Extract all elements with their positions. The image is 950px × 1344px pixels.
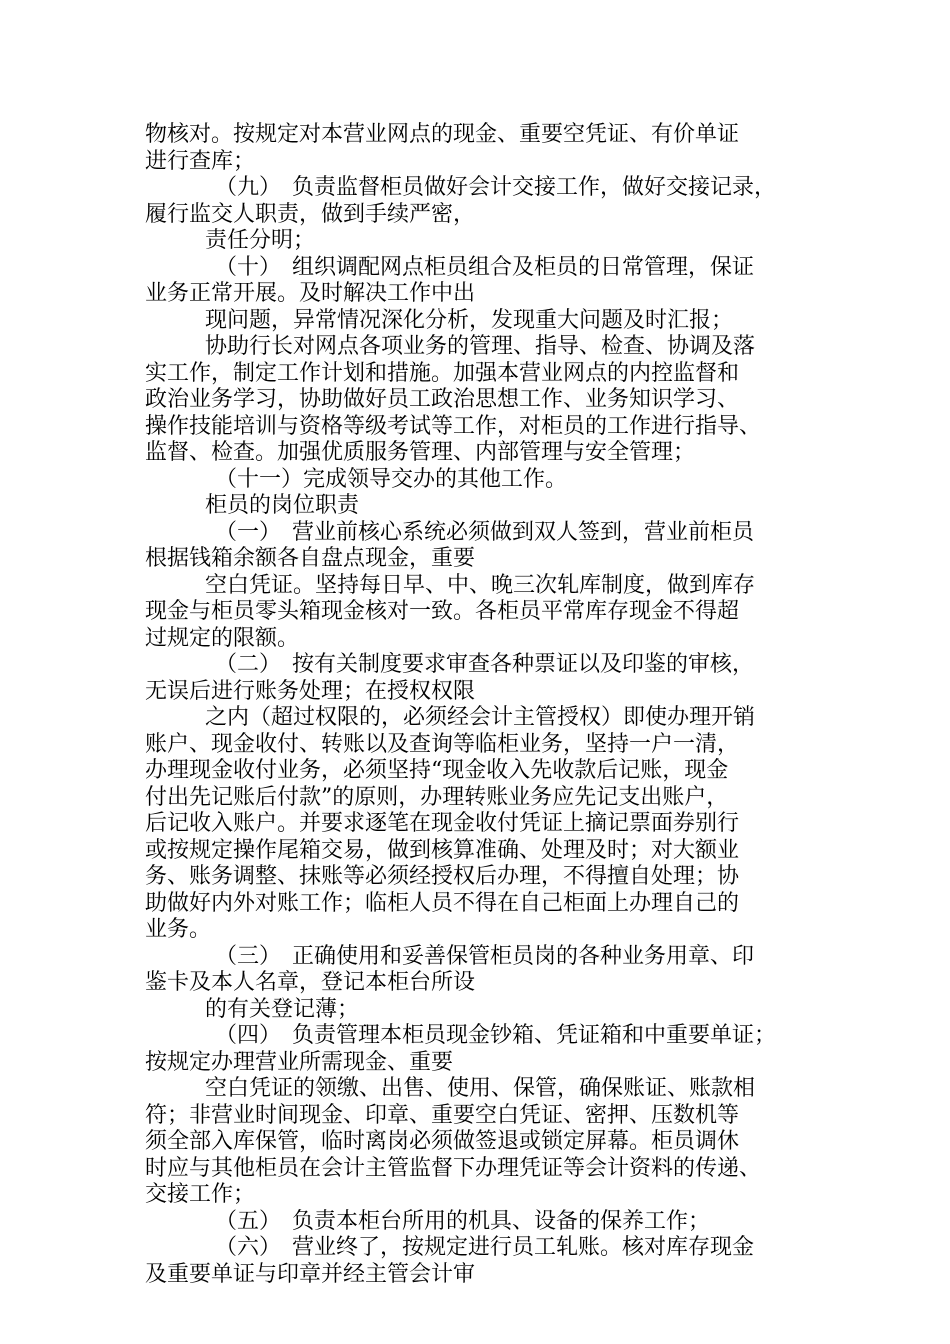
text-line: （二） 按有关制度要求审查各种票证以及印鉴的审核， <box>215 652 755 677</box>
text-line: 实工作，制定工作计划和措施。加强本营业网点的内控监督和 <box>145 360 740 386</box>
text-line: 账户、现金收付、转账以及查询等临柜业务，坚持一户一清， <box>145 731 740 757</box>
text-line: 责任分明； <box>205 228 316 253</box>
text-line: 交接工作； <box>145 1182 256 1207</box>
text-line: （六） 营业终了，按规定进行员工轧账。核对库存现金 <box>215 1235 755 1260</box>
text-line: 政治业务学习，协助做好员工政治思想工作、业务知识学习、 <box>145 387 740 412</box>
text-line: 业务正常开展。及时解决工作中出 <box>145 281 476 306</box>
text-line: 的有关登记薄； <box>205 996 360 1022</box>
text-line: 进行查库； <box>145 148 256 174</box>
text-line: 无误后进行账务处理；在授权权限 <box>145 678 476 704</box>
text-line: 过规定的限额。 <box>145 625 300 651</box>
text-line: 助做好内外对账工作；临柜人员不得在自己柜面上办理自己的 <box>145 890 740 916</box>
text-line: 按规定办理营业所需现金、重要 <box>145 1049 454 1075</box>
text-line: 符；非营业时间现金、印章、重要空白凭证、密押、压数机等 <box>145 1102 740 1128</box>
text-line: 现问题，异常情况深化分析，发现重大问题及时汇报； <box>205 307 734 333</box>
text-line: 或按规定操作尾箱交易，做到核算准确、处理及时；对大额业 <box>145 837 740 863</box>
text-line: 柜员的岗位职责 <box>205 493 360 518</box>
text-line: （十） 组织调配网点柜员组合及柜员的日常管理，保证 <box>215 254 755 280</box>
text-line: 协助行长对网点各项业务的管理、指导、检查、协调及落 <box>205 334 756 359</box>
text-line: 付出先记账后付款”的原则，办理转账业务应先记支出账户， <box>145 784 729 810</box>
text-line: 之内（超过权限的，必须经会计主管授权）即使办理开销 <box>205 705 756 730</box>
text-line: 时应与其他柜员在会计主管监督下办理凭证等会计资料的传递、 <box>145 1155 762 1181</box>
text-line: 办理现金收付业务，必须坚持“现金收入先收款后记账，现金 <box>145 758 729 783</box>
text-line: 后记收入账户。并要求逐笔在现金收付凭证上摘记票面券别行 <box>145 811 740 836</box>
text-line: 务、账务调整、抹账等必须经授权后办理，不得擅自处理；协 <box>145 864 740 889</box>
text-line: 空白凭证的领缴、出售、使用、保管，确保账证、账款相 <box>205 1076 756 1101</box>
text-line: 及重要单证与印章并经主管会计审 <box>145 1261 476 1287</box>
text-line: 现金与柜员零头箱现金核对一致。各柜员平常库存现金不得超 <box>145 599 740 624</box>
text-line: 监督、检查。加强优质服务管理、内部管理与安全管理； <box>145 440 696 465</box>
text-line: 操作技能培训与资格等级考试等工作，对柜员的工作进行指导、 <box>145 413 762 439</box>
text-line: 空白凭证。坚持每日早、中、晚三次轧库制度，做到库存 <box>205 572 756 598</box>
body-text <box>145 122 815 1288</box>
text-line: （九） 负责监督柜员做好会计交接工作，做好交接记录， <box>215 175 777 200</box>
text-line: 物核对。按规定对本营业网点的现金、重要空凭证、有价单证 <box>145 122 740 147</box>
text-line: 履行监交人职责，做到手续严密， <box>145 201 476 227</box>
text-line: （一） 营业前核心系统必须做到双人签到，营业前柜员 <box>215 519 755 545</box>
text-line: 须全部入库保管，临时离岗必须做签退或锁定屏幕。柜员调休 <box>145 1129 740 1154</box>
text-line: （三） 正确使用和妥善保管柜员岗的各种业务用章、印 <box>215 943 755 969</box>
text-line: 业务。 <box>145 917 212 942</box>
text-line: 鉴卡及本人名章，登记本柜台所设 <box>145 970 476 995</box>
text-line: （十一）完成领导交办的其他工作。 <box>215 466 568 492</box>
text-line: （四） 负责管理本柜员现金钞箱、凭证箱和中重要单证； <box>215 1023 777 1048</box>
text-line: 根据钱箱余额各自盘点现金，重要 <box>145 546 476 571</box>
text-line: （五） 负责本柜台所用的机具、设备的保养工作； <box>215 1208 711 1234</box>
